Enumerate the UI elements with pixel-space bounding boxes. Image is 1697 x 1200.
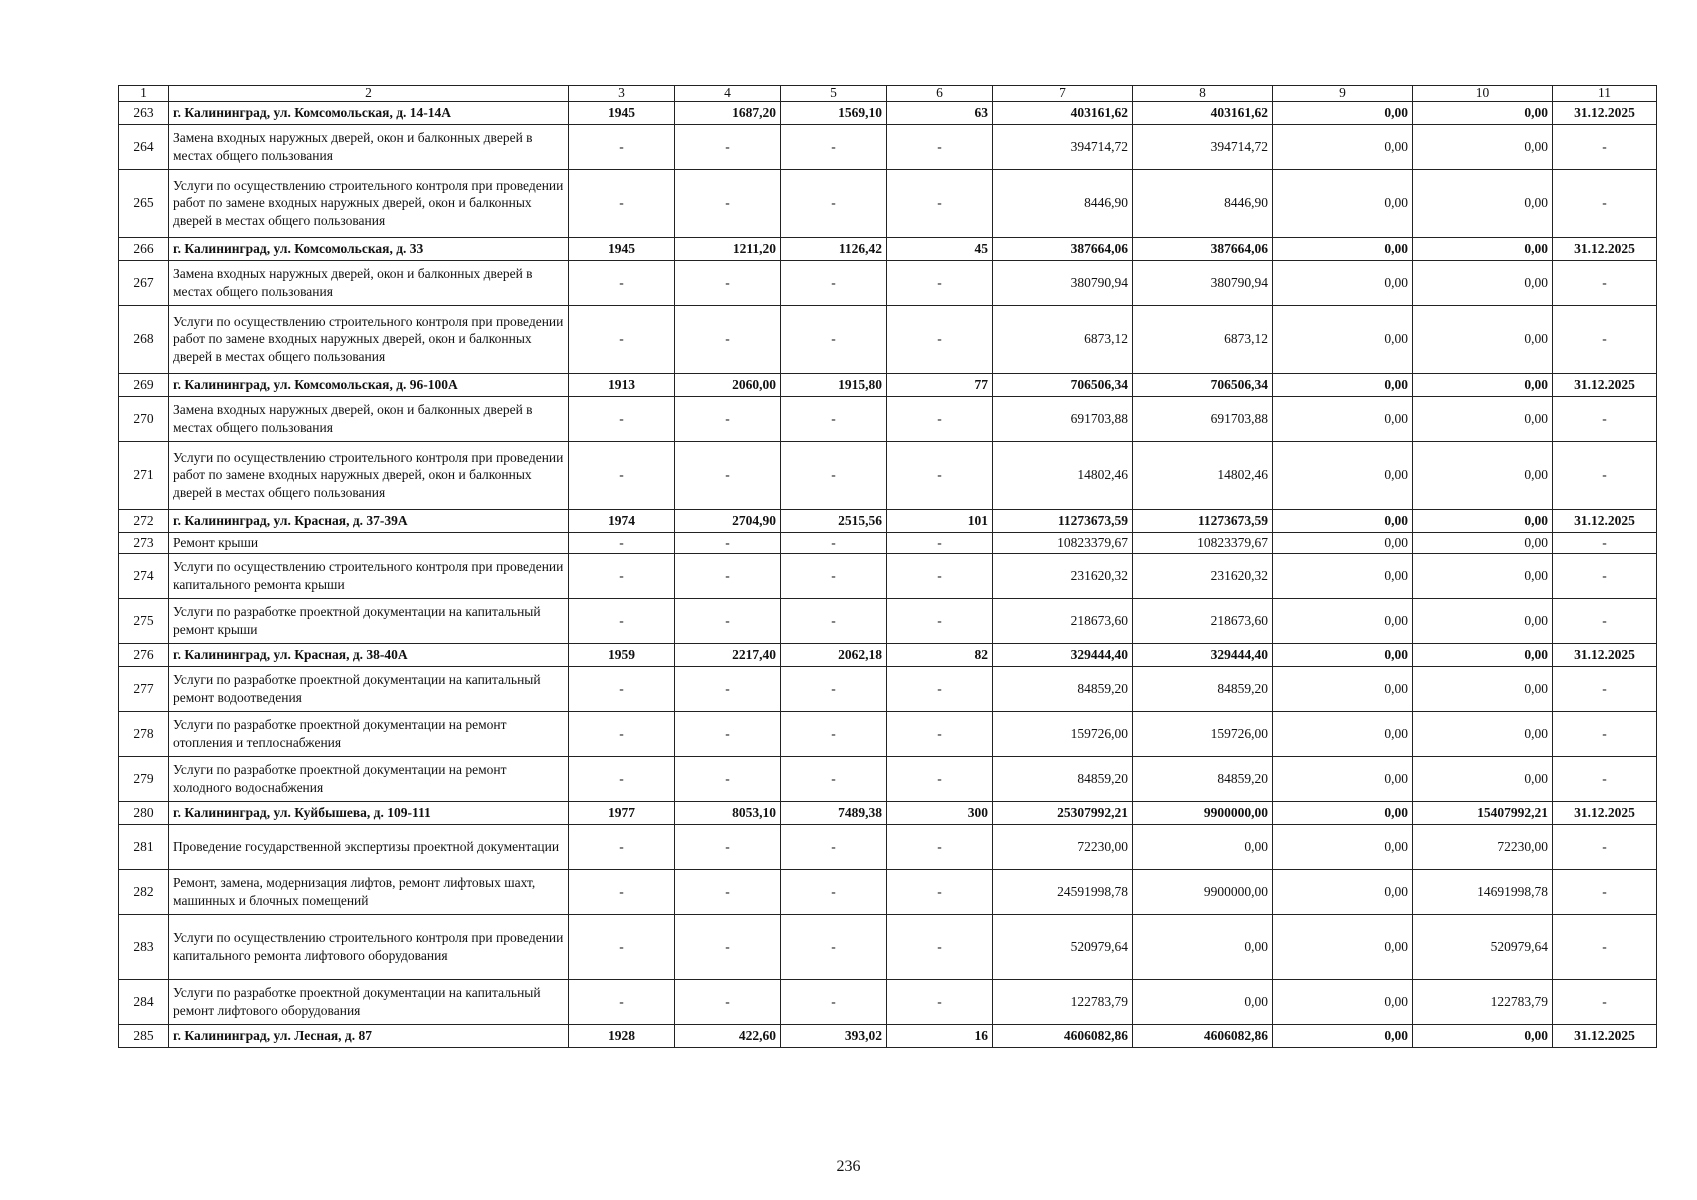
budget-cost: 0,00 bbox=[1273, 711, 1413, 756]
fund-cost: 691703,88 bbox=[1133, 396, 1273, 441]
other-cost: 122783,79 bbox=[1413, 979, 1553, 1024]
other-cost: 0,00 bbox=[1413, 101, 1553, 124]
other-cost: 0,00 bbox=[1413, 260, 1553, 305]
fund-cost: 380790,94 bbox=[1133, 260, 1273, 305]
residents-count: - bbox=[887, 260, 993, 305]
total-area: - bbox=[675, 441, 781, 509]
total-cost: 122783,79 bbox=[993, 979, 1133, 1024]
year-built: - bbox=[569, 396, 675, 441]
row-number: 282 bbox=[119, 869, 169, 914]
other-cost: 15407992,21 bbox=[1413, 801, 1553, 824]
total-area: - bbox=[675, 598, 781, 643]
total-cost: 403161,62 bbox=[993, 101, 1133, 124]
deadline: 31.12.2025 bbox=[1553, 373, 1657, 396]
row-number: 278 bbox=[119, 711, 169, 756]
work-item-row bbox=[119, 169, 1657, 237]
total-area: - bbox=[675, 169, 781, 237]
fund-cost: 84859,20 bbox=[1133, 666, 1273, 711]
item-description: г. Калининград, ул. Лесная, д. 87 bbox=[169, 1024, 569, 1047]
residential-area: - bbox=[781, 441, 887, 509]
residents-count: - bbox=[887, 124, 993, 169]
other-cost: 0,00 bbox=[1413, 509, 1553, 532]
total-cost: 10823379,67 bbox=[993, 532, 1133, 553]
column-number: 3 bbox=[569, 86, 675, 102]
column-number: 9 bbox=[1273, 86, 1413, 102]
deadline: - bbox=[1553, 711, 1657, 756]
item-description: Услуги по разработке проектной документации на капитальный ремонт водоотведения bbox=[169, 666, 569, 711]
year-built: - bbox=[569, 553, 675, 598]
budget-cost: 0,00 bbox=[1273, 914, 1413, 979]
address-row bbox=[119, 801, 1657, 824]
budget-cost: 0,00 bbox=[1273, 756, 1413, 801]
address-row bbox=[119, 101, 1657, 124]
residents-count: 101 bbox=[887, 509, 993, 532]
deadline: 31.12.2025 bbox=[1553, 509, 1657, 532]
fund-cost: 159726,00 bbox=[1133, 711, 1273, 756]
row-number: 268 bbox=[119, 305, 169, 373]
total-area: 1687,20 bbox=[675, 101, 781, 124]
column-number: 2 bbox=[169, 86, 569, 102]
residential-area: - bbox=[781, 666, 887, 711]
deadline: - bbox=[1553, 532, 1657, 553]
deadline: - bbox=[1553, 169, 1657, 237]
residents-count: 300 bbox=[887, 801, 993, 824]
residents-count: - bbox=[887, 553, 993, 598]
fund-cost: 6873,12 bbox=[1133, 305, 1273, 373]
column-number: 5 bbox=[781, 86, 887, 102]
deadline: - bbox=[1553, 756, 1657, 801]
fund-cost: 8446,90 bbox=[1133, 169, 1273, 237]
residents-count: - bbox=[887, 711, 993, 756]
residential-area: - bbox=[781, 824, 887, 869]
budget-cost: 0,00 bbox=[1273, 643, 1413, 666]
total-area: - bbox=[675, 711, 781, 756]
work-item-row bbox=[119, 869, 1657, 914]
item-description: Услуги по осуществлению строительного контроля при проведении работ по замене входных наружных дверей, окон и балконных дверей в местах общего пользования bbox=[169, 441, 569, 509]
year-built: 1945 bbox=[569, 101, 675, 124]
column-number: 7 bbox=[993, 86, 1133, 102]
item-description: Услуги по осуществлению строительного контроля при проведении работ по замене входных наружных дверей, окон и балконных дверей в местах общего пользования bbox=[169, 169, 569, 237]
other-cost: 0,00 bbox=[1413, 1024, 1553, 1047]
row-number: 275 bbox=[119, 598, 169, 643]
total-area: 1211,20 bbox=[675, 237, 781, 260]
work-item-row bbox=[119, 553, 1657, 598]
other-cost: 14691998,78 bbox=[1413, 869, 1553, 914]
residents-count: 77 bbox=[887, 373, 993, 396]
row-number: 265 bbox=[119, 169, 169, 237]
year-built: - bbox=[569, 711, 675, 756]
residents-count: - bbox=[887, 666, 993, 711]
fund-cost: 0,00 bbox=[1133, 824, 1273, 869]
year-built: - bbox=[569, 532, 675, 553]
address-row bbox=[119, 1024, 1657, 1047]
budget-cost: 0,00 bbox=[1273, 124, 1413, 169]
total-area: 8053,10 bbox=[675, 801, 781, 824]
residential-area: - bbox=[781, 914, 887, 979]
year-built: - bbox=[569, 441, 675, 509]
budget-cost: 0,00 bbox=[1273, 396, 1413, 441]
residential-area: - bbox=[781, 260, 887, 305]
residents-count: - bbox=[887, 598, 993, 643]
work-item-row bbox=[119, 598, 1657, 643]
residents-count: 16 bbox=[887, 1024, 993, 1047]
residents-count: - bbox=[887, 914, 993, 979]
total-cost: 25307992,21 bbox=[993, 801, 1133, 824]
fund-cost: 706506,34 bbox=[1133, 373, 1273, 396]
budget-cost: 0,00 bbox=[1273, 169, 1413, 237]
residential-area: - bbox=[781, 532, 887, 553]
work-item-row bbox=[119, 711, 1657, 756]
work-item-row bbox=[119, 124, 1657, 169]
deadline: - bbox=[1553, 396, 1657, 441]
year-built: - bbox=[569, 979, 675, 1024]
item-description: Проведение государственной экспертизы проектной документации bbox=[169, 824, 569, 869]
total-cost: 231620,32 bbox=[993, 553, 1133, 598]
work-item-row bbox=[119, 260, 1657, 305]
total-area: - bbox=[675, 553, 781, 598]
total-cost: 72230,00 bbox=[993, 824, 1133, 869]
budget-cost: 0,00 bbox=[1273, 824, 1413, 869]
budget-cost: 0,00 bbox=[1273, 373, 1413, 396]
work-item-row bbox=[119, 305, 1657, 373]
row-number: 266 bbox=[119, 237, 169, 260]
total-area: - bbox=[675, 396, 781, 441]
other-cost: 0,00 bbox=[1413, 756, 1553, 801]
residents-count: 63 bbox=[887, 101, 993, 124]
item-description: г. Калининград, ул. Комсомольская, д. 14-14А bbox=[169, 101, 569, 124]
total-area: 2704,90 bbox=[675, 509, 781, 532]
deadline: - bbox=[1553, 305, 1657, 373]
total-area: - bbox=[675, 869, 781, 914]
other-cost: 0,00 bbox=[1413, 532, 1553, 553]
residential-area: - bbox=[781, 396, 887, 441]
column-number: 10 bbox=[1413, 86, 1553, 102]
year-built: 1945 bbox=[569, 237, 675, 260]
item-description: Замена входных наружных дверей, окон и балконных дверей в местах общего пользования bbox=[169, 260, 569, 305]
residents-count: - bbox=[887, 824, 993, 869]
fund-cost: 0,00 bbox=[1133, 914, 1273, 979]
other-cost: 0,00 bbox=[1413, 305, 1553, 373]
budget-cost: 0,00 bbox=[1273, 1024, 1413, 1047]
residents-count: - bbox=[887, 305, 993, 373]
work-item-row bbox=[119, 914, 1657, 979]
year-built: - bbox=[569, 824, 675, 869]
residents-count: - bbox=[887, 979, 993, 1024]
residents-count: 82 bbox=[887, 643, 993, 666]
total-cost: 4606082,86 bbox=[993, 1024, 1133, 1047]
address-row bbox=[119, 643, 1657, 666]
total-cost: 706506,34 bbox=[993, 373, 1133, 396]
other-cost: 0,00 bbox=[1413, 169, 1553, 237]
total-cost: 691703,88 bbox=[993, 396, 1133, 441]
address-row bbox=[119, 373, 1657, 396]
column-number: 8 bbox=[1133, 86, 1273, 102]
other-cost: 0,00 bbox=[1413, 666, 1553, 711]
fund-cost: 9900000,00 bbox=[1133, 801, 1273, 824]
year-built: - bbox=[569, 598, 675, 643]
year-built: - bbox=[569, 260, 675, 305]
year-built: - bbox=[569, 666, 675, 711]
total-cost: 394714,72 bbox=[993, 124, 1133, 169]
residential-area: 2062,18 bbox=[781, 643, 887, 666]
other-cost: 0,00 bbox=[1413, 643, 1553, 666]
row-number: 276 bbox=[119, 643, 169, 666]
total-cost: 6873,12 bbox=[993, 305, 1133, 373]
item-description: Ремонт крыши bbox=[169, 532, 569, 553]
row-number: 279 bbox=[119, 756, 169, 801]
year-built: - bbox=[569, 124, 675, 169]
item-description: Услуги по осуществлению строительного контроля при проведении капитального ремонта лифтового оборудования bbox=[169, 914, 569, 979]
budget-cost: 0,00 bbox=[1273, 553, 1413, 598]
deadline: - bbox=[1553, 441, 1657, 509]
year-built: 1959 bbox=[569, 643, 675, 666]
deadline: 31.12.2025 bbox=[1553, 643, 1657, 666]
deadline: - bbox=[1553, 979, 1657, 1024]
residential-area: - bbox=[781, 305, 887, 373]
other-cost: 0,00 bbox=[1413, 396, 1553, 441]
fund-cost: 387664,06 bbox=[1133, 237, 1273, 260]
row-number: 267 bbox=[119, 260, 169, 305]
item-description: Замена входных наружных дверей, окон и балконных дверей в местах общего пользования bbox=[169, 396, 569, 441]
work-item-row bbox=[119, 532, 1657, 553]
row-number: 269 bbox=[119, 373, 169, 396]
work-item-row bbox=[119, 756, 1657, 801]
total-area: 2217,40 bbox=[675, 643, 781, 666]
fund-cost: 403161,62 bbox=[1133, 101, 1273, 124]
row-number: 283 bbox=[119, 914, 169, 979]
residential-area: - bbox=[781, 169, 887, 237]
residential-area: - bbox=[781, 124, 887, 169]
budget-cost: 0,00 bbox=[1273, 101, 1413, 124]
item-description: г. Калининград, ул. Куйбышева, д. 109-111 bbox=[169, 801, 569, 824]
item-description: Услуги по разработке проектной документации на ремонт отопления и теплоснабжения bbox=[169, 711, 569, 756]
fund-cost: 10823379,67 bbox=[1133, 532, 1273, 553]
year-built: 1913 bbox=[569, 373, 675, 396]
total-cost: 329444,40 bbox=[993, 643, 1133, 666]
row-number: 285 bbox=[119, 1024, 169, 1047]
fund-cost: 14802,46 bbox=[1133, 441, 1273, 509]
residential-area: - bbox=[781, 979, 887, 1024]
budget-cost: 0,00 bbox=[1273, 666, 1413, 711]
budget-cost: 0,00 bbox=[1273, 305, 1413, 373]
column-number: 1 bbox=[119, 86, 169, 102]
residents-count: - bbox=[887, 441, 993, 509]
total-area: - bbox=[675, 305, 781, 373]
residents-count: - bbox=[887, 532, 993, 553]
work-item-row bbox=[119, 396, 1657, 441]
address-row bbox=[119, 509, 1657, 532]
year-built: 1928 bbox=[569, 1024, 675, 1047]
residents-count: - bbox=[887, 869, 993, 914]
row-number: 271 bbox=[119, 441, 169, 509]
total-area: 422,60 bbox=[675, 1024, 781, 1047]
total-area: - bbox=[675, 260, 781, 305]
total-area: - bbox=[675, 666, 781, 711]
total-cost: 84859,20 bbox=[993, 756, 1133, 801]
residential-area: - bbox=[781, 598, 887, 643]
other-cost: 0,00 bbox=[1413, 441, 1553, 509]
residential-area: 1126,42 bbox=[781, 237, 887, 260]
row-number: 270 bbox=[119, 396, 169, 441]
fund-cost: 0,00 bbox=[1133, 979, 1273, 1024]
fund-cost: 231620,32 bbox=[1133, 553, 1273, 598]
other-cost: 72230,00 bbox=[1413, 824, 1553, 869]
budget-cost: 0,00 bbox=[1273, 869, 1413, 914]
other-cost: 0,00 bbox=[1413, 373, 1553, 396]
deadline: 31.12.2025 bbox=[1553, 801, 1657, 824]
total-cost: 218673,60 bbox=[993, 598, 1133, 643]
residents-count: - bbox=[887, 396, 993, 441]
column-number-row bbox=[119, 86, 1657, 102]
residential-area: - bbox=[781, 756, 887, 801]
fund-cost: 9900000,00 bbox=[1133, 869, 1273, 914]
residential-area: 1915,80 bbox=[781, 373, 887, 396]
total-cost: 380790,94 bbox=[993, 260, 1133, 305]
other-cost: 0,00 bbox=[1413, 553, 1553, 598]
deadline: 31.12.2025 bbox=[1553, 1024, 1657, 1047]
item-description: Замена входных наружных дверей, окон и балконных дверей в местах общего пользования bbox=[169, 124, 569, 169]
total-area: 2060,00 bbox=[675, 373, 781, 396]
fund-cost: 329444,40 bbox=[1133, 643, 1273, 666]
budget-cost: 0,00 bbox=[1273, 979, 1413, 1024]
budget-cost: 0,00 bbox=[1273, 237, 1413, 260]
total-cost: 24591998,78 bbox=[993, 869, 1133, 914]
deadline: - bbox=[1553, 666, 1657, 711]
total-area: - bbox=[675, 824, 781, 869]
budget-cost: 0,00 bbox=[1273, 441, 1413, 509]
row-number: 272 bbox=[119, 509, 169, 532]
year-built: - bbox=[569, 869, 675, 914]
year-built: - bbox=[569, 914, 675, 979]
budget-cost: 0,00 bbox=[1273, 598, 1413, 643]
deadline: - bbox=[1553, 260, 1657, 305]
row-number: 284 bbox=[119, 979, 169, 1024]
other-cost: 0,00 bbox=[1413, 124, 1553, 169]
item-description: Услуги по разработке проектной документации на капитальный ремонт крыши bbox=[169, 598, 569, 643]
item-description: г. Калининград, ул. Комсомольская, д. 96-100А bbox=[169, 373, 569, 396]
other-cost: 520979,64 bbox=[1413, 914, 1553, 979]
total-area: - bbox=[675, 756, 781, 801]
page-number: 236 bbox=[836, 1158, 861, 1175]
row-number: 273 bbox=[119, 532, 169, 553]
residential-area: 2515,56 bbox=[781, 509, 887, 532]
fund-cost: 4606082,86 bbox=[1133, 1024, 1273, 1047]
item-description: Ремонт, замена, модернизация лифтов, ремонт лифтовых шахт, машинных и блочных помещений bbox=[169, 869, 569, 914]
work-item-row bbox=[119, 441, 1657, 509]
budget-cost: 0,00 bbox=[1273, 509, 1413, 532]
work-item-row bbox=[119, 666, 1657, 711]
item-description: г. Калининград, ул. Красная, д. 38-40А bbox=[169, 643, 569, 666]
residential-area: - bbox=[781, 711, 887, 756]
total-cost: 159726,00 bbox=[993, 711, 1133, 756]
deadline: - bbox=[1553, 824, 1657, 869]
residents-count: - bbox=[887, 756, 993, 801]
total-cost: 8446,90 bbox=[993, 169, 1133, 237]
fund-cost: 84859,20 bbox=[1133, 756, 1273, 801]
fund-cost: 394714,72 bbox=[1133, 124, 1273, 169]
year-built: 1974 bbox=[569, 509, 675, 532]
column-number: 11 bbox=[1553, 86, 1657, 102]
total-cost: 387664,06 bbox=[993, 237, 1133, 260]
other-cost: 0,00 bbox=[1413, 237, 1553, 260]
row-number: 281 bbox=[119, 824, 169, 869]
item-description: Услуги по осуществлению строительного контроля при проведении работ по замене входных наружных дверей, окон и балконных дверей в местах общего пользования bbox=[169, 305, 569, 373]
item-description: Услуги по разработке проектной документации на капитальный ремонт лифтового оборудования bbox=[169, 979, 569, 1024]
item-description: г. Калининград, ул. Комсомольская, д. 33 bbox=[169, 237, 569, 260]
item-description: Услуги по осуществлению строительного контроля при проведении капитального ремонта крыши bbox=[169, 553, 569, 598]
year-built: - bbox=[569, 169, 675, 237]
column-number: 6 bbox=[887, 86, 993, 102]
deadline: - bbox=[1553, 598, 1657, 643]
work-item-row bbox=[119, 824, 1657, 869]
work-item-row bbox=[119, 979, 1657, 1024]
total-cost: 84859,20 bbox=[993, 666, 1133, 711]
deadline: - bbox=[1553, 914, 1657, 979]
residential-area: - bbox=[781, 553, 887, 598]
column-number: 4 bbox=[675, 86, 781, 102]
fund-cost: 218673,60 bbox=[1133, 598, 1273, 643]
total-area: - bbox=[675, 979, 781, 1024]
budget-cost: 0,00 bbox=[1273, 260, 1413, 305]
year-built: - bbox=[569, 305, 675, 373]
budget-cost: 0,00 bbox=[1273, 532, 1413, 553]
works-table bbox=[118, 85, 1657, 1048]
residents-count: - bbox=[887, 169, 993, 237]
deadline: - bbox=[1553, 124, 1657, 169]
total-cost: 11273673,59 bbox=[993, 509, 1133, 532]
year-built: - bbox=[569, 756, 675, 801]
residential-area: 7489,38 bbox=[781, 801, 887, 824]
row-number: 277 bbox=[119, 666, 169, 711]
row-number: 274 bbox=[119, 553, 169, 598]
residential-area: - bbox=[781, 869, 887, 914]
deadline: - bbox=[1553, 869, 1657, 914]
other-cost: 0,00 bbox=[1413, 711, 1553, 756]
residential-area: 1569,10 bbox=[781, 101, 887, 124]
budget-cost: 0,00 bbox=[1273, 801, 1413, 824]
total-area: - bbox=[675, 914, 781, 979]
total-area: - bbox=[675, 532, 781, 553]
deadline: - bbox=[1553, 553, 1657, 598]
row-number: 280 bbox=[119, 801, 169, 824]
year-built: 1977 bbox=[569, 801, 675, 824]
fund-cost: 11273673,59 bbox=[1133, 509, 1273, 532]
total-area: - bbox=[675, 124, 781, 169]
item-description: г. Калининград, ул. Красная, д. 37-39А bbox=[169, 509, 569, 532]
deadline: 31.12.2025 bbox=[1553, 237, 1657, 260]
deadline: 31.12.2025 bbox=[1553, 101, 1657, 124]
address-row bbox=[119, 237, 1657, 260]
residential-area: 393,02 bbox=[781, 1024, 887, 1047]
item-description: Услуги по разработке проектной документации на ремонт холодного водоснабжения bbox=[169, 756, 569, 801]
other-cost: 0,00 bbox=[1413, 598, 1553, 643]
total-cost: 520979,64 bbox=[993, 914, 1133, 979]
residents-count: 45 bbox=[887, 237, 993, 260]
row-number: 263 bbox=[119, 101, 169, 124]
total-cost: 14802,46 bbox=[993, 441, 1133, 509]
row-number: 264 bbox=[119, 124, 169, 169]
